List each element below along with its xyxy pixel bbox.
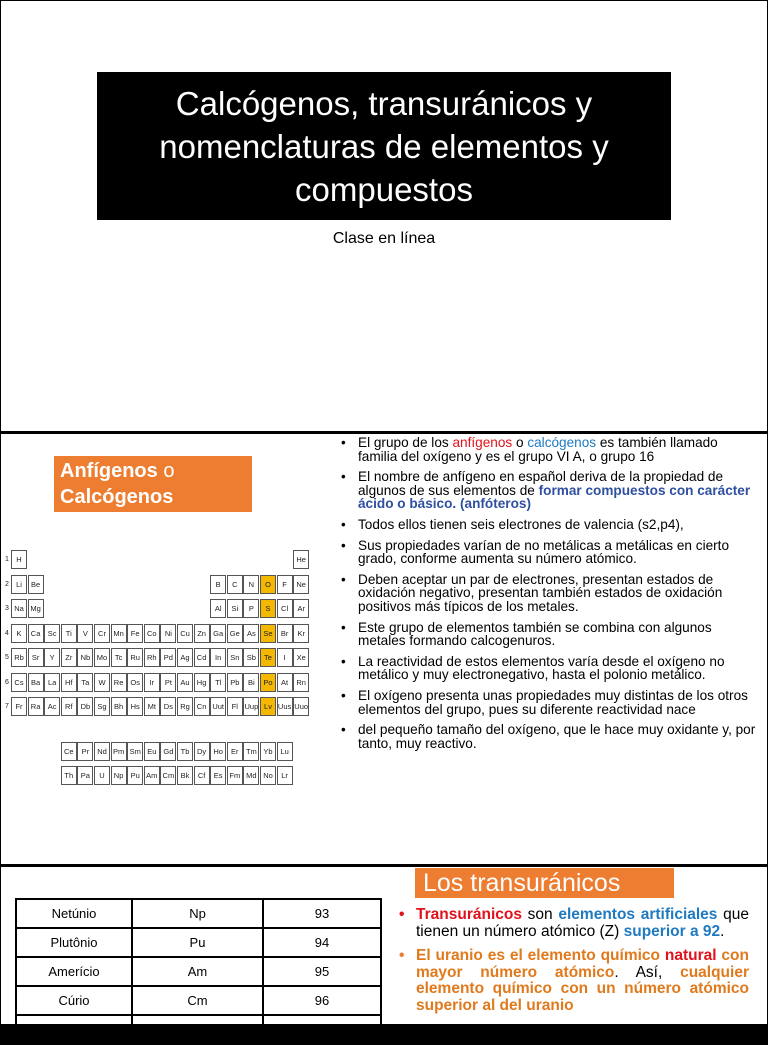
table-row (16, 1015, 381, 1044)
title-box (97, 72, 671, 220)
element-cell: Ds (160, 697, 176, 716)
element-cell: W (94, 673, 110, 692)
element-cell: Po (260, 673, 276, 692)
element-cell: Ga (210, 624, 226, 643)
table-cell: Bk (132, 1015, 263, 1044)
element-cell: Mt (144, 697, 160, 716)
element-cell: Sm (127, 742, 143, 761)
element-cell: Ni (160, 624, 176, 643)
element-cell: Rf (61, 697, 77, 716)
element-cell: Lu (277, 742, 293, 761)
element-cell: Na (11, 599, 27, 618)
element-cell: Xe (293, 648, 309, 667)
bullet-list (399, 907, 749, 1022)
table-row (16, 986, 381, 1015)
element-cell: Ta (77, 673, 93, 692)
element-cell: S (260, 599, 276, 618)
table-cell: Pu (132, 928, 263, 957)
element-cell: H (11, 550, 27, 569)
table-cell: Netúnio (16, 899, 132, 928)
element-cell: Pt (160, 673, 176, 692)
element-cell: Ne (293, 575, 309, 594)
title-slide (1, 1, 767, 431)
element-cell: V (77, 624, 93, 643)
element-cell: Ge (227, 624, 243, 643)
element-cell: Os (127, 673, 143, 692)
table-row (16, 928, 381, 957)
period-label: 1 (5, 556, 9, 563)
element-cell: Ca (28, 624, 44, 643)
element-cell: Np (111, 766, 127, 785)
element-cell: O (260, 575, 276, 594)
title-line: nomenclaturas de elementos y (159, 127, 609, 165)
table-cell: Plutônio (16, 928, 132, 957)
element-cell: Db (77, 697, 93, 716)
element-cell: F (277, 575, 293, 594)
period-label: 2 (5, 580, 9, 588)
element-cell: Er (227, 742, 243, 761)
element-cell: Pb (227, 673, 243, 692)
table-cell: Am (132, 957, 263, 986)
element-cell: In (210, 648, 226, 667)
element-cell: Y (44, 648, 60, 667)
element-cell: P (243, 599, 259, 618)
list-item: • El oxígeno presenta unas propiedades muy distintas de los otros elementos del grupo, pues su diferente reactividad nace (341, 689, 759, 716)
list-item: • Transuránicos son elementos artificiales que tienen un número atómico (Z) superior a 92. (399, 907, 749, 940)
element-cell: Ar (293, 599, 309, 618)
heading-connector: o (163, 460, 175, 482)
element-cell: Au (177, 673, 193, 692)
elements-table (15, 898, 382, 1045)
element-cell: Hs (127, 697, 143, 716)
element-cell: He (293, 550, 309, 569)
title-line: compuestos (295, 170, 473, 208)
element-cell: Cm (160, 766, 176, 785)
element-cell: C (227, 575, 243, 594)
table-cell: 93 (263, 899, 381, 928)
element-cell: Sn (227, 648, 243, 667)
element-cell: Uuo (293, 697, 309, 716)
element-cell: Fe (127, 624, 143, 643)
element-cell: Br (277, 624, 293, 643)
period-label: 5 (5, 654, 9, 661)
element-cell: At (277, 673, 293, 692)
table-cell: 96 (263, 986, 381, 1015)
element-cell: Sc (44, 624, 60, 643)
element-cell: Dy (194, 742, 210, 761)
element-cell: Bk (177, 766, 193, 785)
page-title (139, 82, 628, 211)
period-label: 7 (5, 703, 9, 710)
element-cell: Mg (28, 599, 44, 618)
element-cell: Lv (260, 697, 276, 716)
element-cell: U (94, 766, 110, 785)
element-cell: Mo (94, 648, 110, 667)
element-cell: Cd (194, 648, 210, 667)
element-cell: Fr (11, 697, 27, 716)
list-item: • del pequeño tamaño del oxígeno, que le hace muy oxidante y, por tanto, muy reactivo. (341, 723, 759, 750)
element-cell: Pr (77, 742, 93, 761)
element-cell: As (243, 624, 259, 643)
list-item: • La reactividad de estos elementos varía desde el oxígeno no metálico y muy electronegativo, hasta el polonio metálico. (341, 655, 759, 682)
list-item: • El uranio es el elemento químico natural con mayor número atómico. Así, cualquier elemento químico con un número atómico superior al del uranio (399, 948, 749, 1014)
element-cell: Ra (28, 697, 44, 716)
element-cell: Ag (177, 648, 193, 667)
transuranicos-slide (1, 867, 767, 1037)
list-item: • Deben aceptar un par de electrones, presentan estados de oxidación negativo, presentan también estados de oxidación positivos más típicos de los metales. (341, 573, 759, 614)
element-cell: Md (243, 766, 259, 785)
element-cell: Ti (61, 624, 77, 643)
table-row (16, 957, 381, 986)
element-cell: Li (11, 575, 27, 594)
element-cell: Sg (94, 697, 110, 716)
table-cell: Amerício (16, 957, 132, 986)
element-cell: Bh (111, 697, 127, 716)
element-cell: Cs (11, 673, 27, 692)
element-cell: Al (210, 599, 226, 618)
element-cell: Bi (243, 673, 259, 692)
element-cell: Rb (11, 648, 27, 667)
element-cell: Se (260, 624, 276, 643)
element-cell: Tl (210, 673, 226, 692)
element-cell: Sr (28, 648, 44, 667)
element-cell: Fm (227, 766, 243, 785)
element-cell: Fl (227, 697, 243, 716)
element-cell: Ir (144, 673, 160, 692)
element-cell: La (44, 673, 60, 692)
element-cell: Am (144, 766, 160, 785)
element-cell: Zn (194, 624, 210, 643)
list-item: • El nombre de anfígeno en español deriva de la propiedad de algunos de sus elementos de formar compuestos con carácter ácido o básico. (anfóteros) (341, 470, 759, 511)
element-cell: Lr (277, 766, 293, 785)
element-cell: Ba (28, 673, 44, 692)
period-label: 4 (5, 629, 9, 637)
element-cell: N (243, 575, 259, 594)
element-cell: Th (61, 766, 77, 785)
element-cell: Ac (44, 697, 60, 716)
element-cell: Es (210, 766, 226, 785)
element-cell: Ce (61, 742, 77, 761)
element-cell: Rh (144, 648, 160, 667)
element-cell: Ru (127, 648, 143, 667)
heading-word: Calcógenos (60, 486, 174, 508)
element-cell: Pm (111, 742, 127, 761)
element-cell: Rg (177, 697, 193, 716)
table-cell: Np (132, 899, 263, 928)
element-cell: Cl (277, 599, 293, 618)
element-cell: Mn (111, 624, 127, 643)
element-cell: Yb (260, 742, 276, 761)
list-item: • Sus propiedades varían de no metálicas a metálicas en cierto grado, conforme aumenta su número atómico. (341, 539, 759, 566)
element-cell: Si (227, 599, 243, 618)
section-heading (54, 456, 252, 512)
element-cell: Co (144, 624, 160, 643)
element-cell: Pu (127, 766, 143, 785)
element-cell: Pd (160, 648, 176, 667)
element-cell: Kr (293, 624, 309, 643)
element-cell: Cu (177, 624, 193, 643)
table-cell: 94 (263, 928, 381, 957)
element-cell: Cf (194, 766, 210, 785)
table-row (16, 899, 381, 928)
section-heading: Los transuránicos (415, 868, 674, 898)
element-cell: Sb (243, 648, 259, 667)
element-cell: Ho (210, 742, 226, 761)
subtitle: Clase en línea (332, 230, 436, 247)
element-cell: Be (28, 575, 44, 594)
element-cell: Cn (194, 697, 210, 716)
element-cell: Hf (61, 673, 77, 692)
element-cell: Cr (94, 624, 110, 643)
element-cell: Gd (160, 742, 176, 761)
element-cell: Zr (61, 648, 77, 667)
anfigenos-slide (1, 434, 767, 864)
element-cell: I (277, 648, 293, 667)
element-cell: Tc (111, 648, 127, 667)
element-cell: Te (260, 648, 276, 667)
element-cell: Re (111, 673, 127, 692)
element-cell: Tb (177, 742, 193, 761)
element-cell: K (11, 624, 27, 643)
table-cell: 95 (263, 957, 381, 986)
element-cell: Eu (144, 742, 160, 761)
element-cell: Pa (77, 766, 93, 785)
element-cell: No (260, 766, 276, 785)
heading-word: Anfígenos (60, 460, 158, 482)
list-item: • El grupo de los anfígenos o calcógenos es también llamado familia del oxígeno y es el grupo VI A, o grupo 16 (341, 436, 759, 463)
title-line: Calcógenos, transuránicos y (175, 84, 593, 122)
table-cell: Berquélio (16, 1015, 132, 1044)
element-cell: Uup (243, 697, 259, 716)
element-cell: B (210, 575, 226, 594)
table-cell: 97 (263, 1015, 381, 1044)
period-label: 6 (5, 678, 9, 686)
list-item: • Este grupo de elementos también se combina con algunos metales formando calcogenuros. (341, 621, 759, 648)
element-cell: Nb (77, 648, 93, 667)
bullet-list (341, 436, 759, 757)
table-cell: Cm (132, 986, 263, 1015)
element-cell: Hg (194, 673, 210, 692)
list-item: • Todos ellos tienen seis electrones de valencia (s2,p4), (341, 518, 759, 532)
element-cell: Rn (293, 673, 309, 692)
element-cell: Uut (210, 697, 226, 716)
element-cell: Tm (243, 742, 259, 761)
period-label: 3 (5, 605, 9, 612)
table-cell: Cúrio (16, 986, 132, 1015)
element-cell: Uus (277, 697, 293, 716)
element-cell: Nd (94, 742, 110, 761)
